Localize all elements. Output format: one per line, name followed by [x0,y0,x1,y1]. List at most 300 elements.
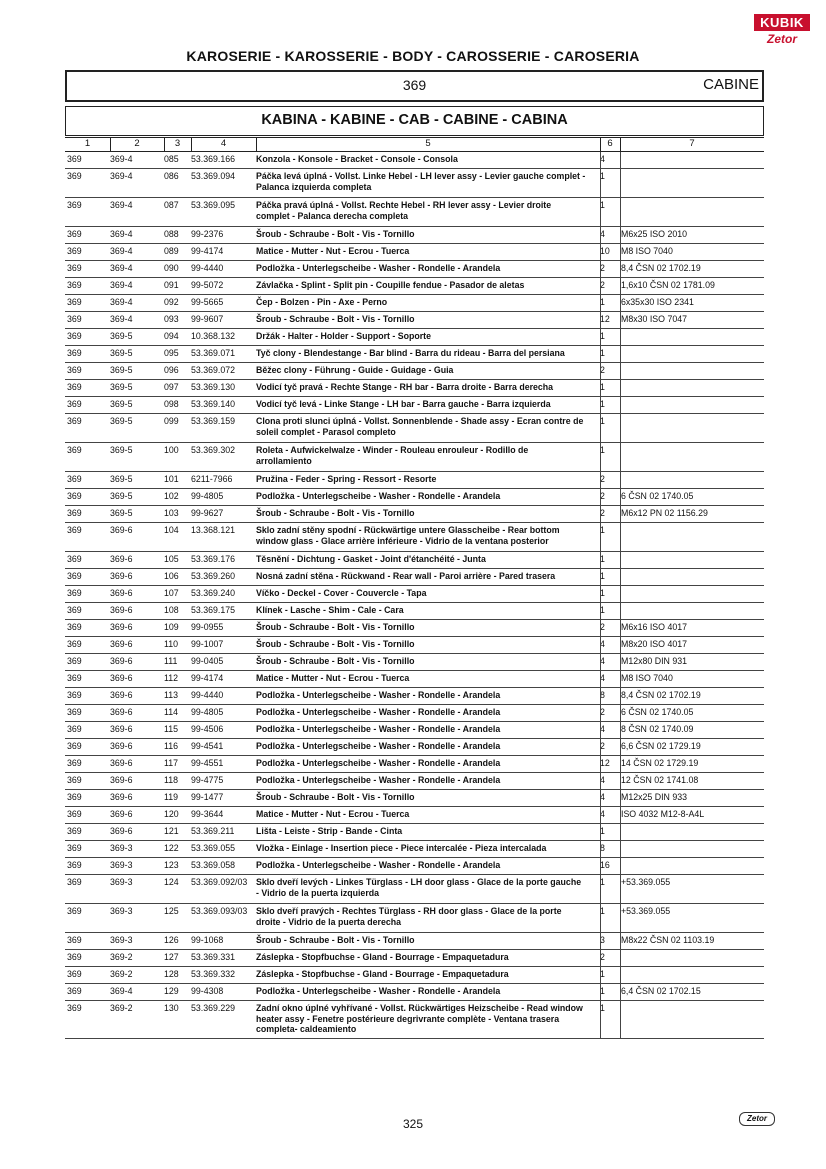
table-row [65,933,764,950]
table-row [65,244,764,261]
table-row [65,380,764,397]
cell-col-2: 369-5 [110,445,133,455]
cell-col-1: 369 [67,792,82,802]
cell-col-1: 369 [67,588,82,598]
cell-col-5: Zadní okno úplné vyhřívané - Vollst. Rückwärtiges Heizscheibe - Read window heater assy - Fenetre postérieure degrivrante complète - Ventana trasera completa- caldeamiento [256,1003,583,1034]
cell-col-3: 121 [164,826,179,836]
cell-col-7: 6x35x30 ISO 2341 [621,297,694,307]
cell-col-4: 53.369.058 [191,860,236,870]
cell-col-5: Sklo dveří levých - Linkes Türglass - LH door glass - Glace de la porte gauche - Vidrio de la puerta izquierda [256,877,582,898]
cell-col-3: 093 [164,314,179,324]
cell-col-1: 369 [67,571,82,581]
table-row [65,312,764,329]
col-header-4: 4 [220,138,227,149]
cell-col-3: 114 [164,707,179,717]
cell-col-4: 99-4805 [191,707,224,717]
cell-col-6: 16 [600,860,610,870]
cell-col-5: Šroub - Schraube - Bolt - Vis - Tornillo [256,792,415,802]
cell-col-5: Páčka pravá úplná - Vollst. Rechte Hebel - RH lever assy - Levier droite complet - Palanca derecha completa [256,200,552,221]
table-row [65,637,764,654]
cell-col-4: 6211-7966 [191,474,233,484]
cell-col-6: 4 [600,154,605,164]
cell-col-6: 4 [600,639,605,649]
cell-col-5: Clona proti slunci úplná - Vollst. Sonnenblende - Shade assy - Ecran contre de soleil complet - Parasol completo [256,416,584,437]
cell-col-1: 369 [67,263,82,273]
cell-col-2: 369-6 [110,707,133,717]
cell-col-1: 369 [67,605,82,615]
cell-col-1: 369 [67,986,82,996]
table-row [65,397,764,414]
cell-col-3: 124 [164,877,179,887]
cell-col-7: 14 ČSN 02 1729.19 [621,758,699,768]
table-row [65,489,764,506]
cell-col-7: 8,4 ČSN 02 1702.19 [621,690,701,700]
cell-col-1: 369 [67,474,82,484]
table-row [65,586,764,603]
cell-col-7: M12x25 DIN 933 [621,792,688,802]
cell-col-6: 1 [600,588,605,598]
cell-col-5: Závlačka - Splint - Split pin - Coupille fendue - Pasador de aletas [256,280,525,290]
cell-col-5: Šroub - Schraube - Bolt - Vis - Tornillo [256,656,415,666]
col-header-1: 1 [84,138,91,149]
cell-col-3: 092 [164,297,179,307]
cell-col-2: 369-5 [110,382,133,392]
table-row [65,363,764,380]
cell-col-3: 103 [164,508,179,518]
cell-col-1: 369 [67,639,82,649]
cell-col-2: 369-6 [110,775,133,785]
section-name: CABINE [703,76,759,93]
cell-col-5: Vodicí tyč levá - Linke Stange - LH bar - Barra gauche - Barra izquierda [256,399,551,409]
cell-col-1: 369 [67,445,82,455]
col-header-5: 5 [425,138,431,149]
table-row [65,688,764,705]
cell-col-6: 1 [600,826,605,836]
cell-col-2: 369-4 [110,171,133,181]
cell-col-5: Záslepka - Stopfbuchse - Gland - Bourrage - Empaquetadura [256,952,509,962]
cell-col-4: 53.369.095 [191,200,236,210]
cell-col-1: 369 [67,906,82,916]
cell-col-7: 6,6 ČSN 02 1729.19 [621,741,701,751]
cell-col-6: 4 [600,724,605,734]
cell-col-1: 369 [67,200,82,210]
cell-col-5: Podložka - Unterlegscheibe - Washer - Rondelle - Arandela [256,707,501,717]
table-row [65,569,764,586]
cell-col-2: 369-6 [110,809,133,819]
table-row [65,790,764,807]
cell-col-2: 369-6 [110,673,133,683]
table-row [65,858,764,875]
cell-col-7: M8x20 ISO 4017 [621,639,688,649]
cell-col-7: 12 ČSN 02 1741.08 [621,775,699,785]
table-row [65,807,764,824]
cell-col-1: 369 [67,348,82,358]
cell-col-3: 096 [164,365,179,375]
cell-col-5: Matice - Mutter - Nut - Ecrou - Tuerca [256,246,410,256]
cell-col-1: 369 [67,673,82,683]
cell-col-1: 369 [67,171,82,181]
cell-col-4: 53.369.332 [191,969,236,979]
cell-col-3: 086 [164,171,179,181]
cell-col-2: 369-4 [110,154,133,164]
cell-col-1: 369 [67,314,82,324]
cell-col-5: Nosná zadní stěna - Rückwand - Rear wall - Paroi arrière - Pared trasera [256,571,556,581]
cell-col-7: 8 ČSN 02 1740.09 [621,724,694,734]
cell-col-4: 53.369.240 [191,588,236,598]
cell-col-6: 3 [600,935,605,945]
cell-col-3: 097 [164,382,179,392]
cell-col-5: Konzola - Konsole - Bracket - Console - Consola [256,154,458,164]
cell-col-1: 369 [67,690,82,700]
cell-col-6: 1 [600,382,605,392]
logo-brand: KUBIK [754,14,810,31]
cell-col-2: 369-6 [110,758,133,768]
cell-col-4: 99-0955 [191,622,224,632]
table-row [65,295,764,312]
table-header [65,137,764,152]
cell-col-4: 53.369.093/03 [191,906,248,916]
cell-col-6: 2 [600,952,605,962]
cell-col-2: 369-6 [110,525,133,535]
cell-col-4: 53.369.071 [191,348,236,358]
cell-col-1: 369 [67,707,82,717]
table-row [65,261,764,278]
table-row [65,329,764,346]
cell-col-1: 369 [67,280,82,290]
cell-col-4: 99-4541 [191,741,224,751]
cell-col-2: 369-5 [110,491,133,501]
col-header-6: 6 [607,138,613,149]
cell-col-2: 369-4 [110,280,133,290]
cell-col-2: 369-3 [110,860,133,870]
cell-col-6: 12 [600,758,610,768]
cell-col-5: Matice - Mutter - Nut - Ecrou - Tuerca [256,673,410,683]
cell-col-6: 1 [600,200,605,210]
cell-col-1: 369 [67,860,82,870]
cell-col-7: 8,4 ČSN 02 1702.19 [621,263,701,273]
cell-col-2: 369-2 [110,952,133,962]
cell-col-4: 99-4551 [191,758,224,768]
cell-col-5: Běžec clony - Führung - Guide - Guidage - Guia [256,365,454,375]
cell-col-5: Šroub - Schraube - Bolt - Vis - Tornillo [256,508,415,518]
cell-col-4: 53.369.260 [191,571,236,581]
cell-col-3: 100 [164,445,179,455]
cell-col-6: 1 [600,297,605,307]
cell-col-7: +53.369.055 [621,877,671,887]
cell-col-3: 108 [164,605,179,615]
cell-col-6: 2 [600,741,605,751]
table-row [65,875,764,904]
cell-col-6: 8 [600,843,605,853]
cell-col-1: 369 [67,525,82,535]
cell-col-4: 99-3644 [191,809,224,819]
table-row [65,705,764,722]
cell-col-5: Čep - Bolzen - Pin - Axe - Perno [256,297,388,307]
cell-col-3: 127 [164,952,179,962]
cell-col-6: 1 [600,906,605,916]
cell-col-2: 369-5 [110,399,133,409]
cell-col-4: 53.369.211 [191,826,235,836]
cell-col-1: 369 [67,952,82,962]
cell-col-4: 99-1477 [191,792,224,802]
table-row [65,443,764,472]
cell-col-1: 369 [67,331,82,341]
cell-col-3: 120 [164,809,179,819]
cell-col-2: 369-2 [110,969,133,979]
cell-col-3: 113 [164,690,179,700]
cell-col-6: 10 [600,246,610,256]
cell-col-4: 53.369.166 [191,154,236,164]
cell-col-1: 369 [67,656,82,666]
cell-col-5: Podložka - Unterlegscheibe - Washer - Rondelle - Arandela [256,263,501,273]
cell-col-3: 095 [164,348,179,358]
cell-col-6: 4 [600,809,605,819]
cell-col-6: 2 [600,263,605,273]
cell-col-3: 106 [164,571,179,581]
cell-col-1: 369 [67,491,82,501]
table-row [65,1001,764,1039]
cell-col-5: Roleta - Aufwickelwalze - Winder - Rouleau enrouleur - Rodillo de arrollamiento [256,445,529,466]
cell-col-3: 101 [164,474,179,484]
logo-sub: Zetor [767,32,797,46]
cell-col-3: 094 [164,331,179,341]
section-number: 369 [402,77,427,93]
cell-col-6: 1 [600,525,605,535]
cell-col-3: 130 [164,1003,179,1013]
cell-col-7: M6x25 ISO 2010 [621,229,688,239]
cell-col-3: 102 [164,491,179,501]
cell-col-4: 99-9627 [191,508,224,518]
cell-col-6: 1 [600,554,605,564]
cell-col-2: 369-6 [110,639,133,649]
cell-col-5: Víčko - Deckel - Cover - Couvercle - Tapa [256,588,427,598]
cell-col-1: 369 [67,775,82,785]
cell-col-2: 369-4 [110,263,133,273]
cell-col-4: 99-4805 [191,491,224,501]
table-row [65,620,764,637]
cell-col-4: 53.369.229 [191,1003,236,1013]
table-row [65,278,764,295]
cell-col-5: Vložka - Einlage - Insertion piece - Piece intercalée - Pieza intercalada [256,843,547,853]
cell-col-4: 53.369.055 [191,843,236,853]
cell-col-5: Páčka levá úplná - Vollst. Linke Hebel - LH lever assy - Levier gauche complet - Palanca izquierda completa [256,171,586,192]
cell-col-1: 369 [67,758,82,768]
cell-col-6: 4 [600,229,605,239]
cell-col-6: 2 [600,508,605,518]
cell-col-4: 53.369.176 [191,554,236,564]
cell-col-6: 1 [600,445,605,455]
page-title: KAROSERIE - KAROSSERIE - BODY - CAROSSERIE - CAROSERIA [186,48,640,64]
cell-col-3: 110 [164,639,179,649]
cell-col-6: 8 [600,690,605,700]
cell-col-6: 4 [600,792,605,802]
cell-col-4: 99-4440 [191,690,224,700]
cell-col-2: 369-5 [110,348,133,358]
cell-col-6: 1 [600,877,605,887]
cell-col-3: 098 [164,399,179,409]
cell-col-6: 1 [600,1003,605,1013]
cell-col-3: 090 [164,263,179,273]
cell-col-2: 369-6 [110,605,133,615]
cell-col-7: 6 ČSN 02 1740.05 [621,491,694,501]
cell-col-1: 369 [67,877,82,887]
table-row [65,603,764,620]
cell-col-7: M8x22 ČSN 02 1103.19 [621,935,715,945]
table-row [65,904,764,933]
cell-col-5: Vodicí tyč pravá - Rechte Stange - RH bar - Barra droite - Barra derecha [256,382,554,392]
cell-col-1: 369 [67,826,82,836]
subtitle: KABINA - KABINE - CAB - CABINE - CABINA [261,112,568,128]
cell-col-3: 099 [164,416,179,426]
cell-col-4: 99-5072 [191,280,224,290]
cell-col-5: Lišta - Leiste - Strip - Bande - Cinta [256,826,403,836]
cell-col-2: 369-3 [110,935,133,945]
cell-col-7: M6x12 PN 02 1156.29 [621,508,708,518]
table-row [65,984,764,1001]
cell-col-2: 369-6 [110,792,133,802]
cell-col-7: M8 ISO 7040 [621,673,673,683]
cell-col-3: 129 [164,986,179,996]
cell-col-3: 111 [164,656,178,666]
cell-col-3: 105 [164,554,179,564]
table-row [65,472,764,489]
cell-col-4: 99-4174 [191,246,224,256]
kubik-logo [754,14,810,48]
cell-col-6: 1 [600,399,605,409]
table-row [65,773,764,790]
cell-col-1: 369 [67,1003,82,1013]
cell-col-2: 369-6 [110,554,133,564]
cell-col-2: 369-5 [110,474,133,484]
cell-col-1: 369 [67,809,82,819]
cell-col-5: Držák - Halter - Holder - Support - Soporte [256,331,431,341]
cell-col-4: 99-4775 [191,775,224,785]
cell-col-1: 369 [67,935,82,945]
cell-col-7: M8x30 ISO 7047 [621,314,688,324]
cell-col-6: 2 [600,280,605,290]
cell-col-5: Klínek - Lasche - Shim - Cale - Cara [256,605,404,615]
cell-col-6: 4 [600,656,605,666]
cell-col-2: 369-6 [110,571,133,581]
cell-col-3: 109 [164,622,179,632]
cell-col-5: Sklo zadní stěny spodní - Rückwärtige untere Glasscheibe - Rear bottom window glass - Glace arrière inférieure - Vidrio de la ventana posterior [256,525,560,546]
cell-col-3: 089 [164,246,179,256]
table-row [65,722,764,739]
cell-col-5: Sklo dveří pravých - Rechtes Türglass - RH door glass - Glace de la porte droite - Vidrio de la puerta derecha [256,906,562,927]
table-row [65,654,764,671]
cell-col-2: 369-3 [110,877,133,887]
cell-col-5: Šroub - Schraube - Bolt - Vis - Tornillo [256,229,415,239]
page-number: 325 [402,1117,424,1131]
cell-col-2: 369-4 [110,246,133,256]
cell-col-2: 369-2 [110,1003,133,1013]
cell-col-6: 1 [600,571,605,581]
cell-col-3: 126 [164,935,179,945]
cell-col-1: 369 [67,416,82,426]
cell-col-4: 53.369.092/03 [191,877,248,887]
cell-col-6: 2 [600,491,605,501]
col-header-7: 7 [689,138,695,149]
table-row [65,414,764,443]
cell-col-4: 53.369.072 [191,365,236,375]
cell-col-4: 53.369.175 [191,605,236,615]
cell-col-6: 2 [600,622,605,632]
table-row [65,739,764,756]
cell-col-2: 369-6 [110,690,133,700]
table-row [65,671,764,688]
cell-col-4: 99-9607 [191,314,224,324]
cell-col-5: Záslepka - Stopfbuchse - Gland - Bourrage - Empaquetadura [256,969,509,979]
cell-col-4: 53.369.159 [191,416,236,426]
cell-col-3: 117 [164,758,179,768]
col-header-3: 3 [174,138,181,149]
cell-col-1: 369 [67,399,82,409]
cell-col-4: 53.369.331 [191,952,236,962]
cell-col-5: Šroub - Schraube - Bolt - Vis - Tornillo [256,935,415,945]
cell-col-5: Šroub - Schraube - Bolt - Vis - Tornillo [256,622,415,632]
cell-col-4: 99-5665 [191,297,224,307]
section-header [65,70,764,102]
cell-col-6: 1 [600,348,605,358]
table-row [65,227,764,244]
cell-col-3: 115 [164,724,179,734]
cell-col-1: 369 [67,741,82,751]
cell-col-6: 2 [600,365,605,375]
cell-col-4: 99-4308 [191,986,224,996]
cell-col-6: 2 [600,474,605,484]
cell-col-4: 53.369.140 [191,399,236,409]
cell-col-7: +53.369.055 [621,906,671,916]
table-row [65,967,764,984]
cell-col-1: 369 [67,724,82,734]
cell-col-1: 369 [67,969,82,979]
cell-col-1: 369 [67,622,82,632]
cell-col-4: 53.369.302 [191,445,236,455]
cell-col-2: 369-5 [110,365,133,375]
footer-logo: Zetor [739,1112,775,1126]
cell-col-4: 99-1007 [191,639,224,649]
cell-col-5: Šroub - Schraube - Bolt - Vis - Tornillo [256,639,415,649]
cell-col-3: 116 [164,741,179,751]
cell-col-5: Podložka - Unterlegscheibe - Washer - Rondelle - Arandela [256,690,501,700]
cell-col-3: 088 [164,229,179,239]
cell-col-3: 118 [164,775,179,785]
cell-col-2: 369-4 [110,297,133,307]
cell-col-7: 6 ČSN 02 1740.05 [621,707,694,717]
cell-col-4: 99-4174 [191,673,224,683]
cell-col-6: 1 [600,331,605,341]
cell-col-3: 122 [164,843,179,853]
cell-col-3: 128 [164,969,179,979]
cell-col-3: 104 [164,525,179,535]
cell-col-3: 112 [164,673,179,683]
table-row [65,346,764,363]
cell-col-1: 369 [67,508,82,518]
cell-col-7: 1,6x10 ČSN 02 1781.09 [621,280,715,290]
cell-col-6: 1 [600,416,605,426]
cell-col-5: Šroub - Schraube - Bolt - Vis - Tornillo [256,314,415,324]
table-row [65,198,764,227]
cell-col-6: 2 [600,707,605,717]
cell-col-7: 6,4 ČSN 02 1702.15 [621,986,701,996]
cell-col-1: 369 [67,365,82,375]
cell-col-2: 369-5 [110,508,133,518]
cell-col-1: 369 [67,154,82,164]
cell-col-5: Tyč clony - Blendestange - Bar blind - Barra du rideau - Barra del persiana [256,348,565,358]
cell-col-2: 369-6 [110,656,133,666]
cell-col-2: 369-4 [110,314,133,324]
cell-col-4: 53.369.130 [191,382,236,392]
